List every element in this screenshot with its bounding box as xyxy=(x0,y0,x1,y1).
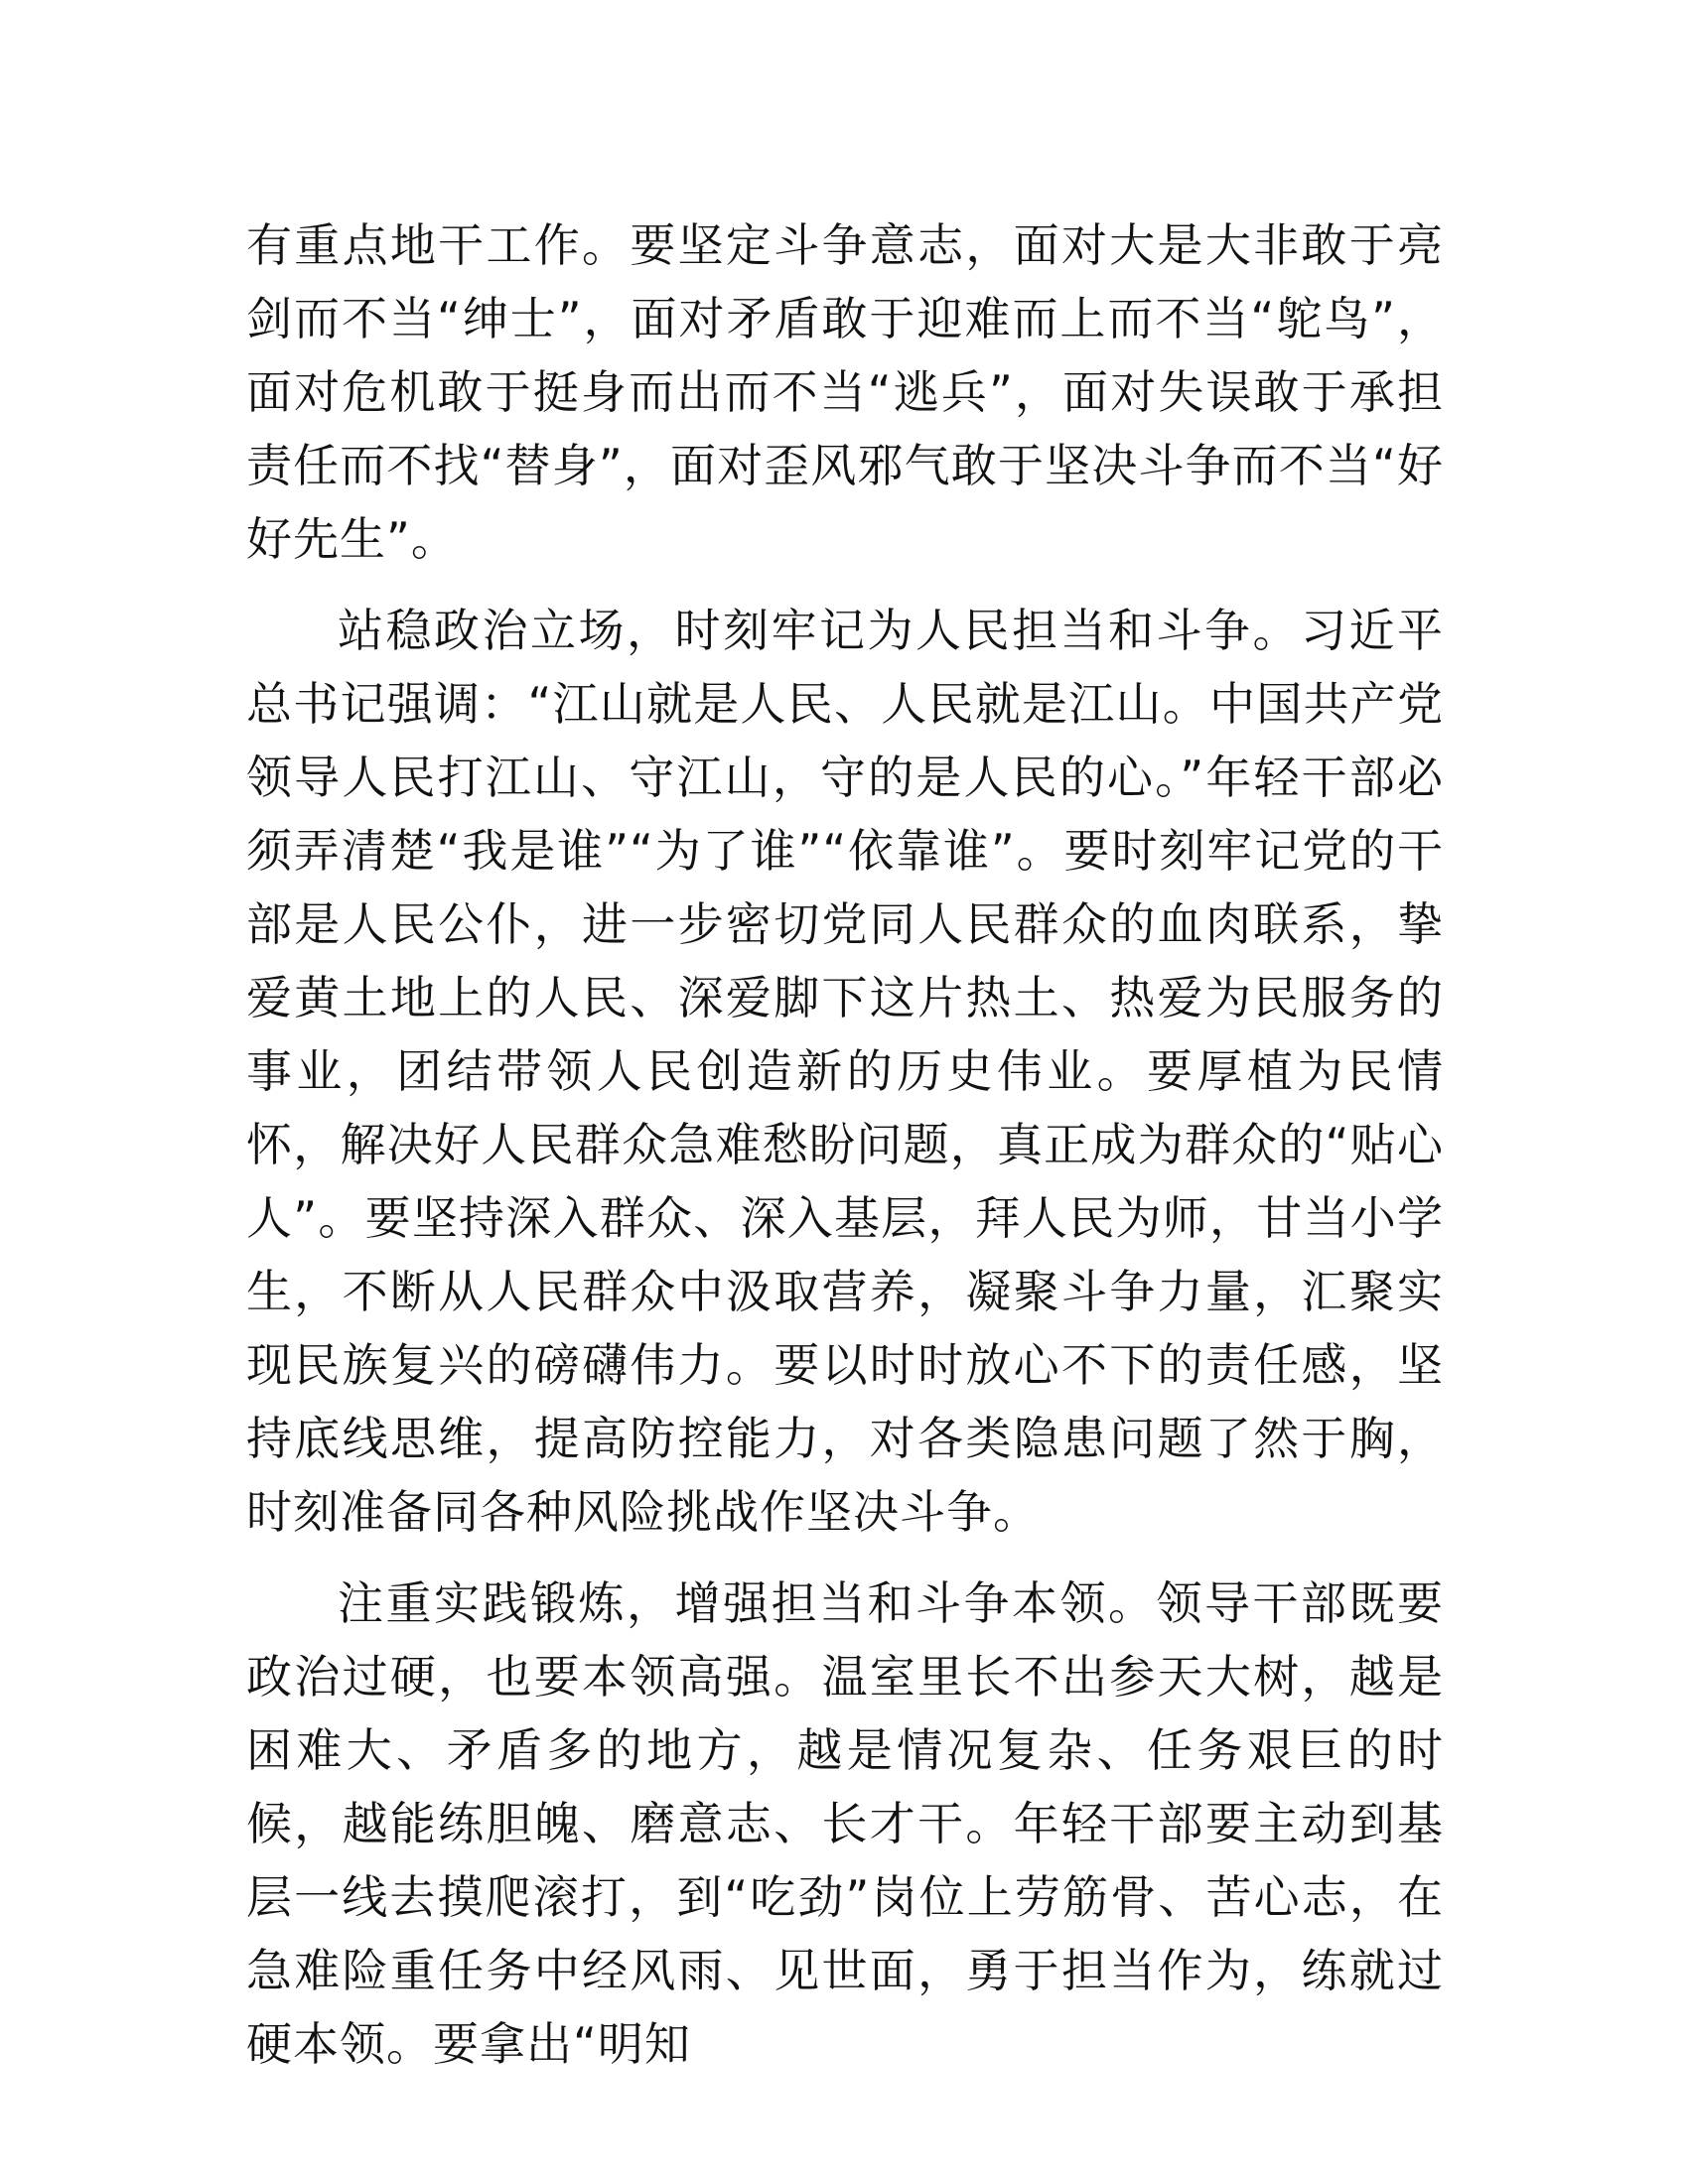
paragraph-practice-training: 注重实践锻炼，增强担当和斗争本领。领导干部既要政治过硬，也要本领高强。温室里长不出参天大树，越是困难大、矛盾多的地方，越是情况复杂、任务艰巨的时候，越能练胆魄、磨意志、长才干。年轻干部要主动到基层一线去摸爬滚打，到“吃劲”岗位上劳筋骨、苦心志，在急难险重任务中经风雨、见世面，勇于担当作为，练就过硬本领。要拿出“明知 xyxy=(246,1576,1444,2071)
paragraph-political-stance: 站稳政治立场，时刻牢记为人民担当和斗争。习近平总书记强调：“江山就是人民、人民就是江山。中国共产党领导人民打江山、守江山，守的是人民的心。”年轻干部必须弄清楚“我是谁”“为了谁”“依靠谁”。要时刻牢记党的干部是人民公仆，进一步密切党同人民群众的血肉联系，挚爱黄土地上的人民、深爱脚下这片热土、热爱为民服务的事业，团结带领人民创造新的历史伟业。要厚植为民情怀，解决好人民群众急难愁盼问题，真正成为群众的“贴心人”。要坚持深入群众、深入基层，拜人民为师，甘当小学生，不断从人民群众中汲取营养，凝聚斗争力量，汇聚实现民族复兴的磅礴伟力。要以时时放心不下的责任感，坚持底线思维，提高防控能力，对各类隐患问题了然于胸，时刻准备同各种风险挑战作坚决斗争。 xyxy=(246,604,1444,1539)
paragraph-continued: 有重点地干工作。要坚定斗争意志，面对大是大非敢于亮剑而不当“绅士”，面对矛盾敢于迎难而上而不当“鸵鸟”，面对危机敢于挺身而出而不当“逃兵”，面对失误敢于承担责任而不找“替身”，面对歪风邪气敢于坚决斗争而不当“好好先生”。 xyxy=(246,218,1444,566)
document-body xyxy=(246,208,1444,2099)
